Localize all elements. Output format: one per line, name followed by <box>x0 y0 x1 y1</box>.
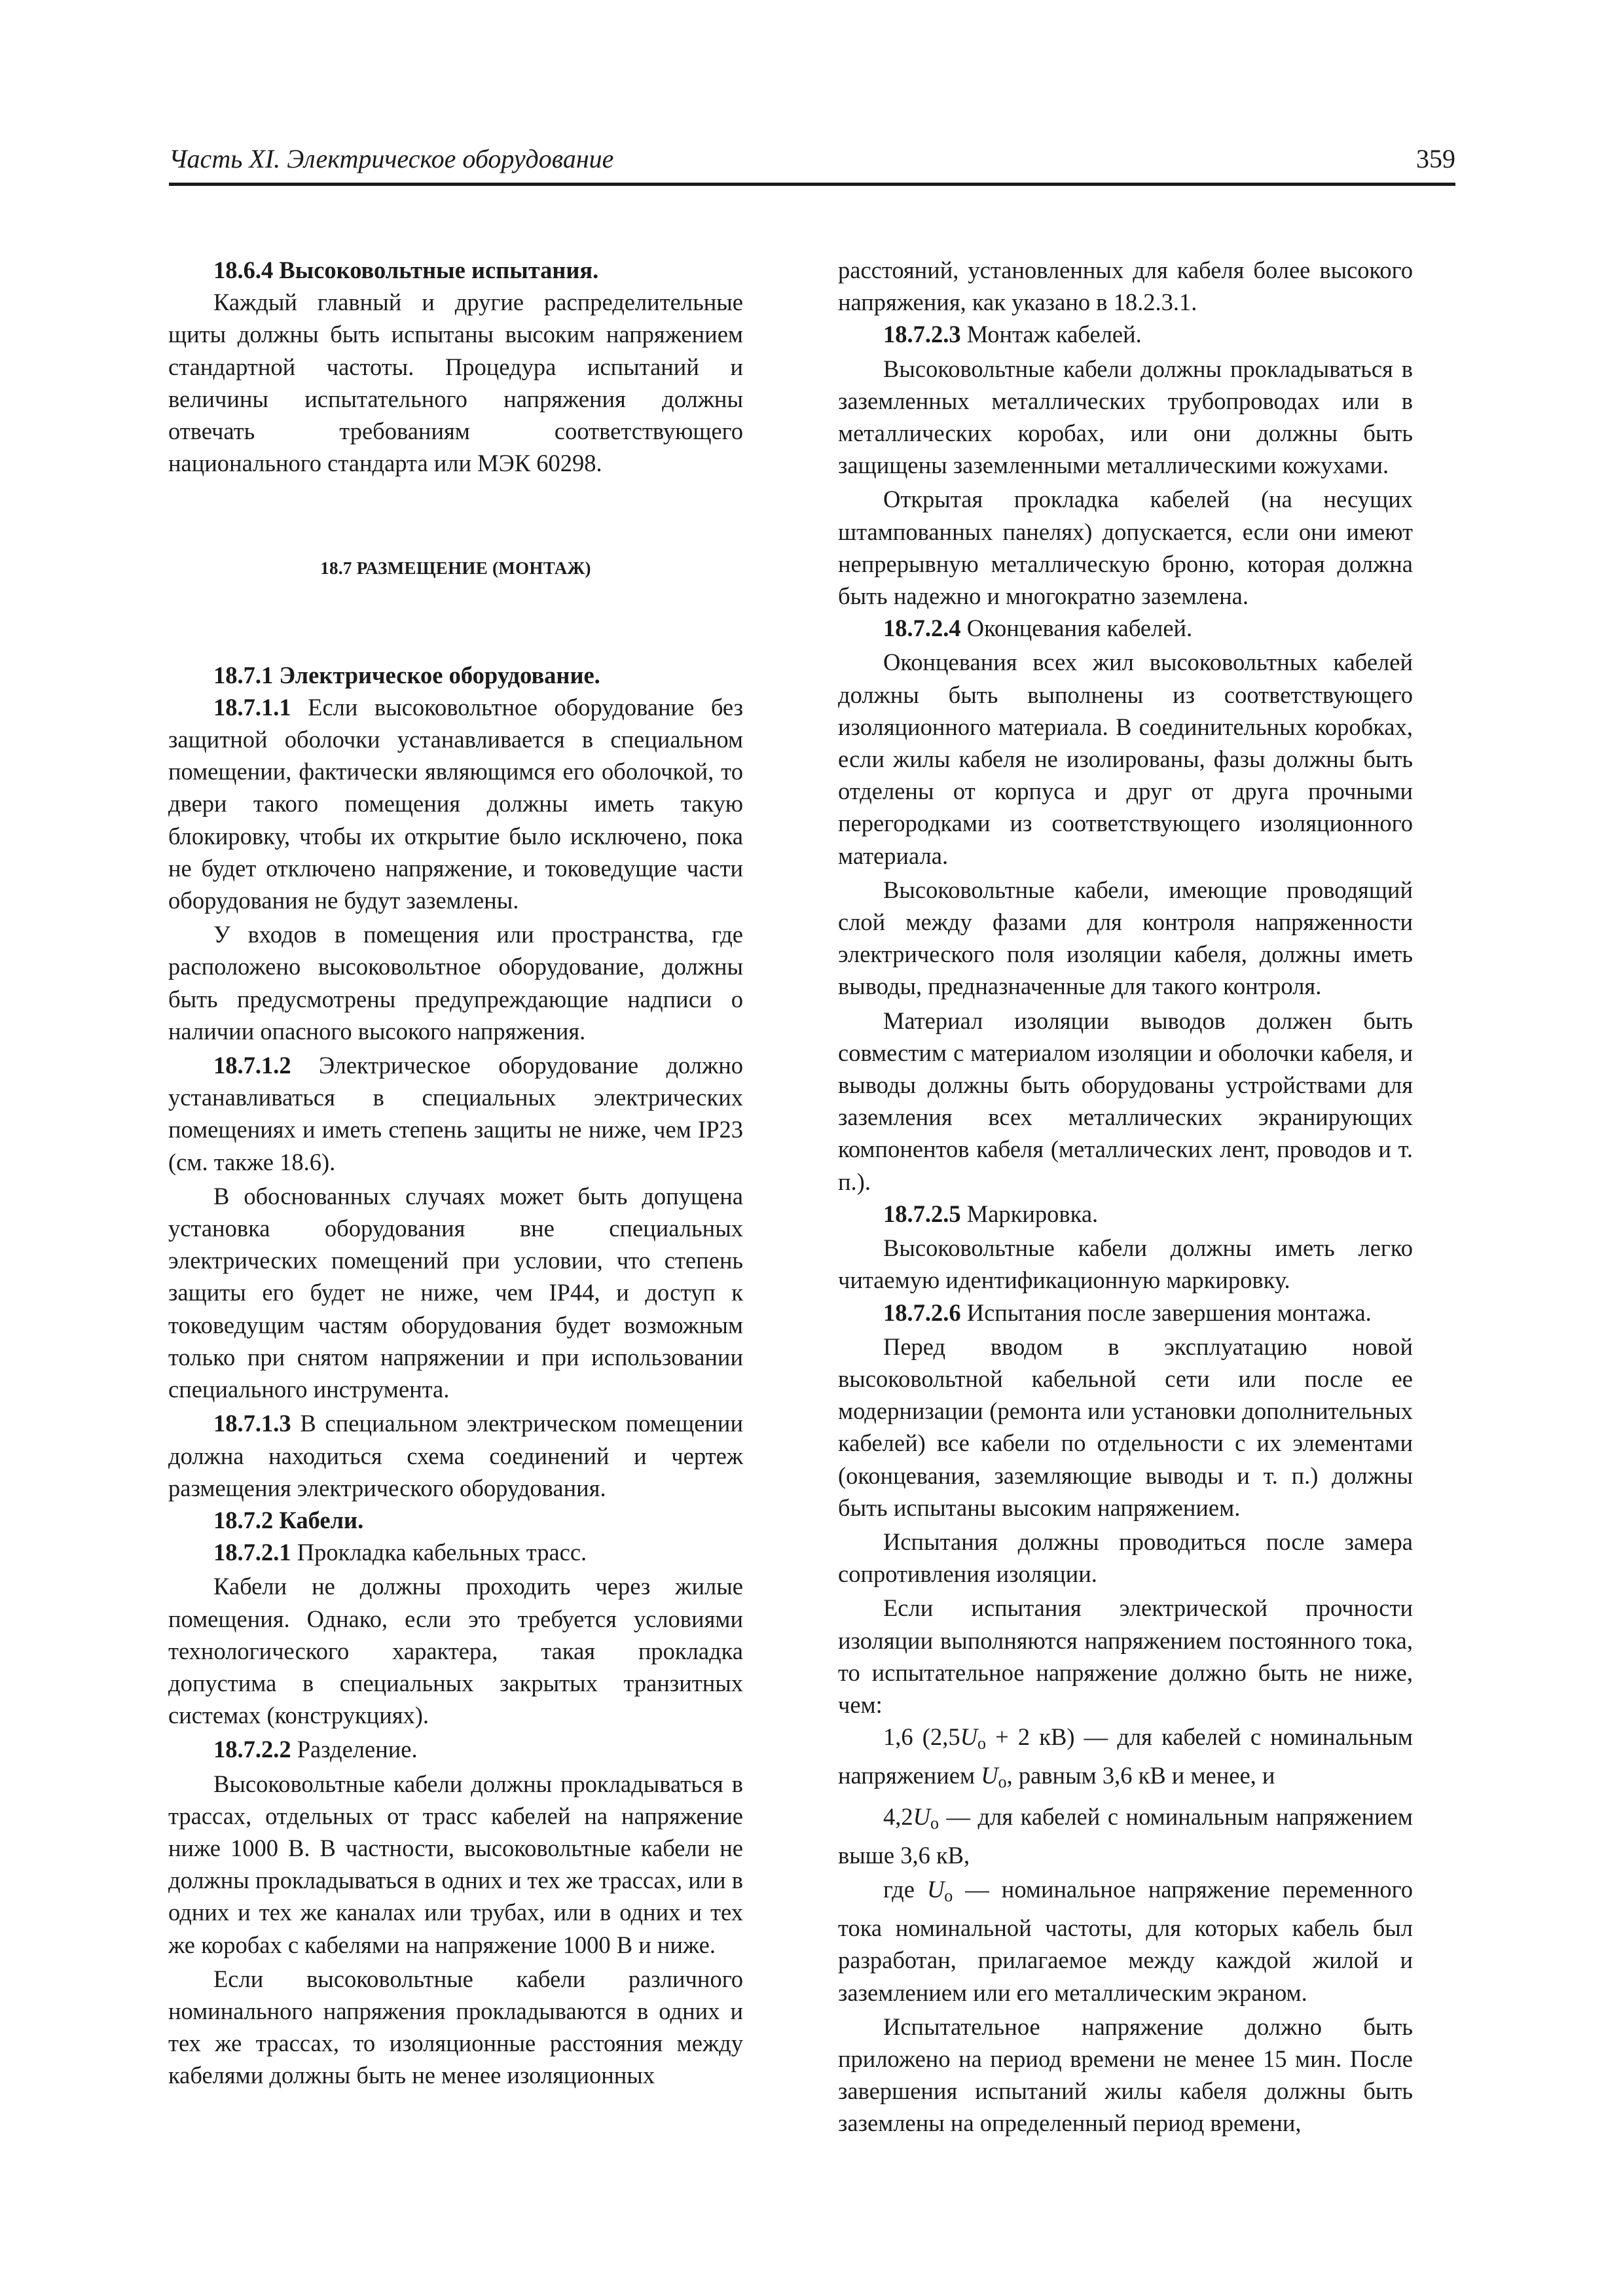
heading-18-6-4: 18.6.4 Высоковольтные испытания. <box>213 257 599 283</box>
formula-text: + 2 кВ) — для кабелей с номинальным напряжением <box>838 1723 1413 1789</box>
subscript-o: о <box>998 1772 1007 1792</box>
paragraph: Если испытания электрической прочности изоляции выполняются напряжением постоянного тока, то испытательное напряжение должно быть не ниже, чем: <box>838 1594 1413 1718</box>
paragraph: Если высоковольтные кабели различного номинального напряжения прокладываются в одних и тех же трассах, то изоляционные расстояния между кабелями должны быть не менее изоляционных <box>168 1965 743 2089</box>
subscript-o: о <box>930 1813 939 1833</box>
paragraph-text: Если высоковольтное оборудование без защитной оболочки устанавливается в специальном помещении, фактически являющимся его оболочкой, то двери такого помещения должны иметь такую блокировку, чтобы их открытие было исключено, пока не будет отключено напряжение, и токоведущие части оборудования не будут заземлены. <box>168 693 743 914</box>
symbol-U: U <box>913 1803 930 1830</box>
symbol-U: U <box>960 1723 977 1751</box>
paragraph-18-7-2-5 <box>838 1198 1413 1230</box>
clause-number: 18.7.1.1 <box>213 693 291 721</box>
left-column <box>168 254 743 2092</box>
formula-line-2 <box>838 1801 1413 1871</box>
clause-number: 18.7.2.6 <box>883 1299 961 1326</box>
formula-text: 1,6 (2,5 <box>883 1723 960 1751</box>
symbol-U: U <box>926 1875 945 1903</box>
clause-number: 18.7.2.1 <box>213 1539 291 1566</box>
clause-number: 18.7.2.2 <box>213 1736 291 1763</box>
paragraph: Испытания должны проводиться после замера сопротивления изоляции. <box>838 1528 1413 1588</box>
formula-text: — для кабелей с номинальным напряжением выше 3,6 кВ, <box>838 1803 1413 1869</box>
running-title: Часть XI. Электрическое оборудование <box>169 144 614 173</box>
paragraph-18-7-1-2 <box>168 1049 743 1178</box>
paragraph: У входов в помещения или пространства, где расположено высоковольтное оборудование, должны быть предусмотрены предупреждающие надписи о наличии опасного высокого напряжения. <box>168 921 743 1045</box>
paragraph: Испытательное напряжение должно быть приложено на период времени не менее 15 мин. После завершения испытаний жилы кабеля должны быть заземлены на определенный период времени, <box>838 2013 1413 2137</box>
paragraph-18-7-2-1 <box>168 1536 743 1568</box>
paragraph-text: Испытания после завершения монтажа. <box>960 1299 1372 1326</box>
formula-text: , равным 3,6 кВ и менее, и <box>1006 1762 1275 1789</box>
paragraph-18-7-2-2 <box>168 1733 743 1765</box>
paragraph-text: Разделение. <box>291 1736 418 1763</box>
paragraph-text: Оконцевания кабелей. <box>960 615 1193 642</box>
clause-number: 18.7.2.5 <box>883 1200 961 1227</box>
paragraph: Высоковольтные кабели должны прокладываться в заземленных металлических трубопроводах или в металлических коробах, или они должны быть защищены заземленными металлическими кожухами. <box>838 355 1413 479</box>
symbol-U: U <box>981 1762 998 1789</box>
paragraph-18-7-2-6 <box>838 1297 1413 1329</box>
paragraph: Открытая прокладка кабелей (на несущих штампованных панелях) допускается, если они имеют непрерывную металлическую броню, которая должна быть надежно и многократно заземлена. <box>838 486 1413 610</box>
paragraph: Кабели не должны проходить через жилые помещения. Однако, если это требуется условиями технологического характера, такая прокладка допустима в специальных закрытых транзитных системах (конструкциях). <box>168 1573 743 1729</box>
subscript-o: о <box>944 1886 953 1905</box>
paragraph: Оконцевания всех жил высоковольтных кабелей должны быть выполнены из соответствующего изоляционного материала. В соединительных коробках, если жилы кабеля не изолированы, фазы должны быть отделены от корпуса и друг от друга прочными перегородками из соответствующего изоляционного материала. <box>838 649 1413 869</box>
page-number: 359 <box>1416 144 1455 173</box>
paragraph: Каждый главный и другие распределительные щиты должны быть испытаны высоким напряжением стандартной частоты. Процедура испытаний и величины испытательного напряжения должны отвечать требованиям соответствующего национального стандарта или МЭК 60298. <box>168 289 743 477</box>
paragraph-18-7-1-1 <box>168 691 743 916</box>
right-column <box>838 254 1413 2140</box>
paragraph: В обоснованных случаях может быть допущена установка оборудования вне специальных электрических помещений при условии, что степень защиты его будет не ниже, чем IP44, и доступ к токоведущим частям оборудования будет возможным только при снятом напряжении и при использовании специального инструмента. <box>168 1182 743 1403</box>
paragraph-18-7-1-3 <box>168 1407 743 1504</box>
paragraph-18-7-2-3 <box>838 318 1413 350</box>
paragraph-text: Монтаж кабелей. <box>960 321 1142 348</box>
paragraph-text: В специальном электрическом помещении должна находиться схема соединений и чертеж размещения электрического оборудования. <box>168 1410 743 1501</box>
heading-18-7-2: 18.7.2 Кабели. <box>213 1506 364 1534</box>
paragraph-text: Маркировка. <box>960 1200 1099 1227</box>
formula-definition <box>838 1873 1413 2009</box>
paragraph-continuation: расстояний, установленных для кабеля более высокого напряжения, как указано в 18.2.3.1. <box>838 257 1413 316</box>
paragraph: Перед вводом в эксплуатацию новой высоковольтной кабельной сети или после ее модернизации (ремонта или установки дополнительных кабелей) все кабели по отдельности с их элементами (оконцевания, заземляющие выводы и т. п.) должны быть испытаны высоким напряжением. <box>838 1333 1413 1521</box>
formula-text: где <box>883 1875 927 1903</box>
section-title-18-7: 18.7 РАЗМЕЩЕНИЕ (МОНТАЖ) <box>320 558 591 579</box>
paragraph: Материал изоляции выводов должен быть совместим с материалом изоляции и оболочки кабеля, и выводы должны быть оборудованы устройствами для заземления всех металлических экранирующих компонентов кабеля (металлических лент, проводов и т. п.). <box>838 1007 1413 1195</box>
paragraph: Высоковольтные кабели, имеющие проводящий слой между фазами для контроля напряженности электрического поля изоляции кабеля, должны иметь выводы, предназначенные для такого контроля. <box>838 876 1413 1000</box>
clause-number: 18.7.2.3 <box>883 321 961 348</box>
clause-number: 18.7.1.3 <box>213 1410 291 1437</box>
clause-number: 18.7.1.2 <box>213 1052 291 1079</box>
page-header <box>169 141 1455 186</box>
paragraph-text: Прокладка кабельных трасс. <box>291 1539 587 1566</box>
paragraph-18-7-2-4 <box>838 612 1413 644</box>
formula-text: — номинальное напряжение переменного тока номинальной частоты, для которых кабель был разработан, прилагаемое между каждой жилой и заземлением или его металлическим экраном. <box>838 1875 1413 2006</box>
subscript-o: о <box>977 1734 986 1753</box>
formula-line-1 <box>838 1721 1413 1798</box>
paragraph: Высоковольтные кабели должны иметь легко читаемую идентификационную маркировку. <box>838 1234 1413 1294</box>
clause-number: 18.7.2.4 <box>883 615 961 642</box>
heading-18-7-1: 18.7.1 Электрическое оборудование. <box>213 661 600 689</box>
paragraph: Высоковольтные кабели должны прокладываться в трассах, отдельных от трасс кабелей на напряжение ниже 1000 В. В частности, высоковольтные кабели не должны прокладываться в одних и тех же трассах, или в одних и тех же каналах или трубах, или в одних и тех же коробах с кабелями на напряжение 1000 В и ниже. <box>168 1770 743 1958</box>
paragraph-text: Электрическое оборудование должно устанавливаться в специальных электрических помещениях и иметь степень защиты не ниже, чем IP23 (см. также 18.6). <box>168 1052 743 1175</box>
formula-text: 4,2 <box>883 1803 913 1830</box>
